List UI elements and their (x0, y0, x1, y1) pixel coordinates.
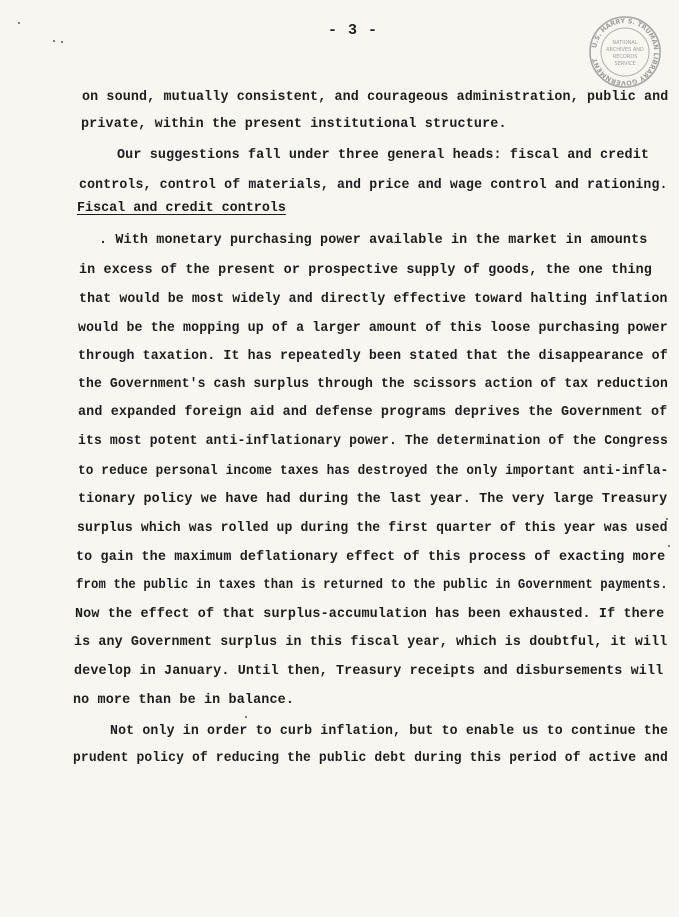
body-text-line: and expanded foreign aid and defense programs deprives the Government of (78, 405, 668, 420)
body-text-line: no more than be in balance. (73, 693, 295, 708)
body-text-line: through taxation. It has repeatedly been stated that the disappearance of (78, 349, 668, 364)
section-heading: Fiscal and credit controls (77, 201, 286, 216)
body-text-line: its most potent anti-inflationary power. The determination of the Congress (78, 434, 669, 449)
stamp-center-line: NATIONAL (612, 40, 638, 46)
margin-speck (18, 22, 20, 24)
margin-speck (61, 41, 63, 43)
stamp-center-line: SERVICE (614, 61, 636, 67)
margin-speck (668, 545, 670, 547)
body-text-line: is any Government surplus in this fiscal year, which is doubtful, it will (74, 635, 668, 650)
body-text-line: . With monetary purchasing power available in the market in amounts (99, 233, 648, 248)
body-text-line: Our suggestions fall under three general heads: fiscal and credit (117, 148, 650, 163)
margin-speck (666, 518, 668, 520)
stamp-center-line: RECORDS (612, 54, 638, 60)
body-text-line: controls, control of materials, and price and wage control and rationing. (79, 178, 668, 193)
body-text-line: surplus which was rolled up during the first quarter of this year was used (77, 521, 668, 536)
body-text-line: in excess of the present or prospective supply of goods, the one thing (79, 263, 652, 278)
body-text-line: develop in January. Until then, Treasury receipts and disbursements will (74, 664, 664, 679)
body-text-line: from the public in taxes than is returned to the public in Government payments. (76, 578, 668, 593)
body-text-line: tionary policy we have had during the last year. The very large Treasury (78, 492, 668, 507)
archive-stamp (587, 14, 663, 90)
stamp-ring-text: U.S. HARRY S. TRUMAN LIBRARY GOVERNMENT (590, 16, 661, 88)
body-text-line: on sound, mutually consistent, and courageous administration, public and (82, 90, 669, 105)
body-text-line: Not only in order to curb inflation, but to enable us to continue the (110, 724, 669, 739)
body-text-line: Now the effect of that surplus-accumulation has been exhausted. If there (75, 607, 665, 622)
stamp-center-line: ARCHIVES AND (606, 47, 644, 53)
body-text-line: to reduce personal income taxes has destroyed the only important anti-infla- (78, 464, 669, 479)
body-text-line: to gain the maximum deflationary effect of this process of exacting more (76, 550, 666, 565)
margin-speck (245, 716, 247, 718)
body-text-line: that would be most widely and directly effective toward halting inflation (79, 292, 668, 307)
body-text-line: the Government's cash surplus through the scissors action of tax reduction (78, 377, 669, 392)
margin-speck (53, 40, 55, 42)
body-text-line: private, within the present institutional structure. (81, 117, 507, 132)
body-text-line: would be the mopping up of a larger amount of this loose purchasing power (78, 321, 668, 336)
body-text-line: prudent policy of reducing the public debt during this period of active and (73, 751, 668, 766)
page-number: - 3 - (328, 22, 379, 39)
